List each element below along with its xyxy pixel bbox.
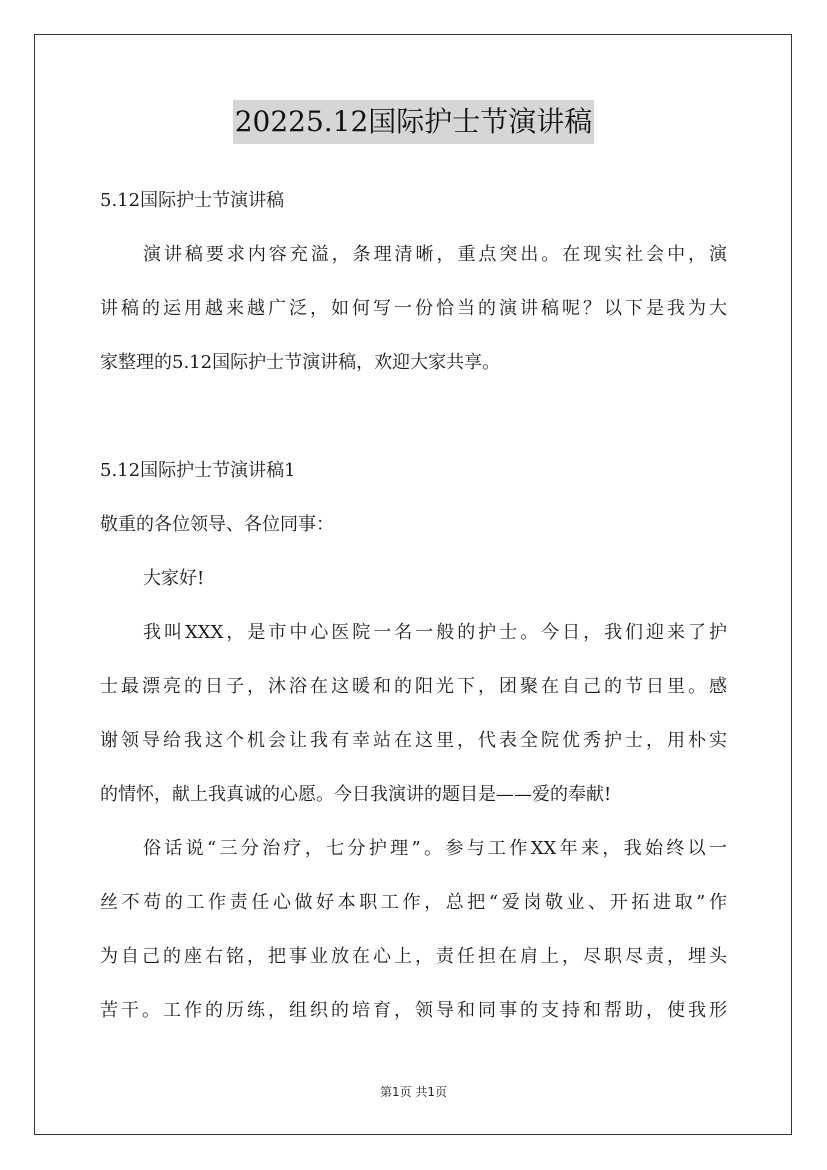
text-line: 士最漂亮的日子，沐浴在这暖和的阳光下，团聚在自己的节日里。感 [100,676,727,697]
text-line: 5.12国际护士节演讲稿 [100,190,285,211]
text-line: 大家好! [143,568,205,589]
document-body [100,174,727,1038]
text-line: 俗话说“三分治疗，七分护理”。参与工作XX年来，我始终以一 [143,838,727,859]
title-area [0,100,827,144]
text-line: 我叫XXX，是市中心医院一名一般的护士。今日，我们迎来了护 [143,622,727,643]
text-line: 5.12国际护士节演讲稿1 [100,460,296,481]
text-line: 的情怀，献上我真诚的心愿。今日我演讲的题目是——爱的奉献! [100,784,612,805]
page-footer: 第1页 共1页 [379,1085,448,1099]
blank-line [100,390,727,444]
text-line: 丝不苟的工作责任心做好本职工作，总把“爱岗敬业、开拓进取”作 [100,892,727,913]
text-line: 苦干。工作的历练，组织的培育，领导和同事的支持和帮助，使我形 [100,1000,727,1021]
document-title: 20225.12国际护士节演讲稿 [233,100,595,144]
text-line: 家整理的5.12国际护士节演讲稿，欢迎大家共享。 [100,352,501,373]
text-line: 讲稿的运用越来越广泛，如何写一份恰当的演讲稿呢？以下是我为大 [100,298,727,319]
text-line: 演讲稿要求内容充溢，条理清晰，重点突出。在现实社会中，演 [143,244,727,265]
text-line: 谢领导给我这个机会让我有幸站在这里，代表全院优秀护士，用朴实 [100,730,727,751]
text-line: 为自己的座右铭，把事业放在心上，责任担在肩上，尽职尽责，埋头 [100,946,727,967]
text-line: 敬重的各位领导、各位同事： [100,514,334,535]
